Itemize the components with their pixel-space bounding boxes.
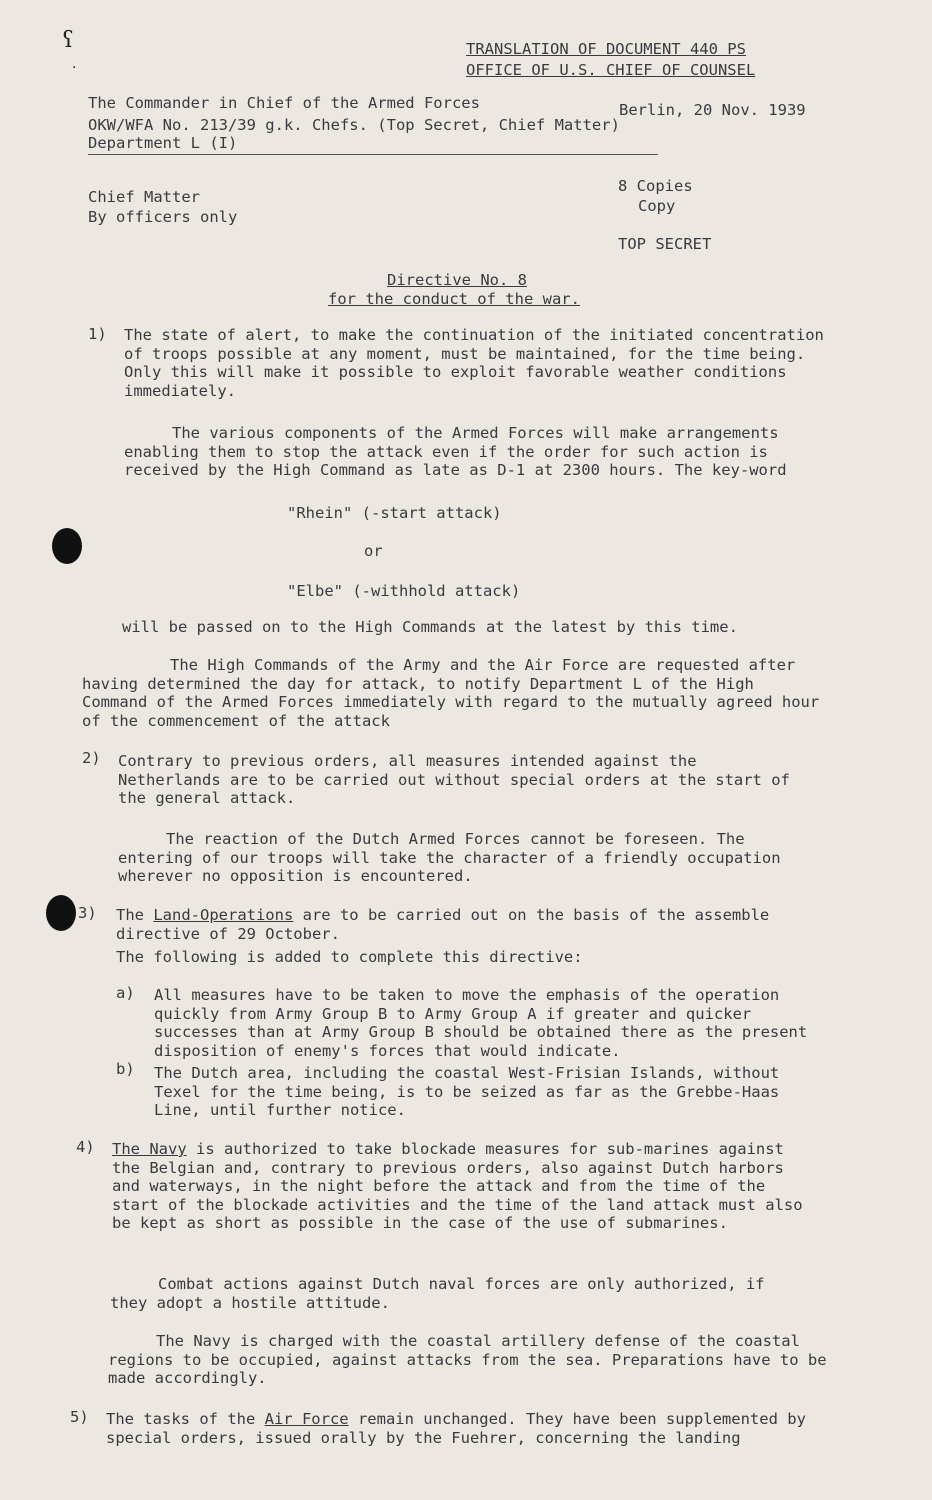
section-4-text: The Navy is authorized to take blockade measures for sub-marines against the Belgian and, contrary to previous orders, also against Dutch harbors and waterways, in the night before the attack and from the time of the start of the blockade activities and the time of the land attack must also be kept as short as possible in the case of the use of submarines. [112,1140,803,1232]
section-3-text: The Land-Operations are to be carried out on the basis of the assemble directive of 29 October. [116,906,770,943]
office-header: OFFICE OF U.S. CHIEF OF COUNSEL [466,61,756,79]
section-number: 4) [76,1138,95,1156]
chief-matter: Chief Matter [88,188,200,206]
section-5-text: The tasks of the Air Force remain unchanged. They have been supplemented by special orders, issued orally by the Fuehrer, concerning the landing [106,1410,806,1447]
section-1-text: The state of alert, to make the continuation of the initiated concentration of troops possible at any moment, must be maintained, for the time being. Only this will make it possible to exploit favorable weather conditions immediately. [124,326,824,400]
top-secret: TOP SECRET [618,235,712,253]
keyword-elbe: "Elbe" (-withhold attack) [287,582,521,600]
item-a-text: All measures have to be taken to move the emphasis of the operation quickly from Army Group B to Army Group A if greater and quicker successes than at Army Group B should be obtained there as the present disposition of enemy's forces that would indicate. [154,986,808,1060]
place-date: Berlin, 20 Nov. 1939 [619,101,806,119]
section-number: 2) [82,749,101,767]
keyword-rhein: "Rhein" (-start attack) [287,504,502,522]
translation-header: TRANSLATION OF DOCUMENT 440 PS [466,40,746,58]
divider [88,154,658,155]
section-number: 1) [88,325,107,343]
copy-label: Copy [638,197,676,215]
section-4-paragraph-3: The Navy is charged with the coastal artillery defense of the coastal regions to be occupied, against attacks from the sea. Preparations have to be made accordingly. [108,1332,827,1387]
item-a-number: a) [116,984,135,1002]
section-2-paragraph-2: The reaction of the Dutch Armed Forces cannot be foreseen. The entering of our troops will take the character of a friendly occupation wherever no opposition is encountered. [118,830,781,885]
section-3-follow: The following is added to complete this directive: [116,948,583,966]
margin-mark: ʕ [62,28,74,53]
section-number: 3) [78,904,97,922]
reference-number: OKW/WFA No. 213/39 g.k. Chefs. (Top Secret, Chief Matter) [88,116,620,134]
officers-only: By officers only [88,208,238,226]
department: Department L (I) [88,134,238,152]
directive-title: Directive No. 8 [387,271,527,289]
section-number: 5) [70,1408,89,1426]
item-b-text: The Dutch area, including the coastal West-Frisian Islands, without Texel for the time being, is to be seized as far as the Grebbe-Haas Line, until further notice. [154,1064,780,1119]
section-4-paragraph-2: Combat actions against Dutch naval forces are only authorized, if they adopt a hostile attitude. [110,1275,765,1312]
section-2-text: Contrary to previous orders, all measures intended against the Netherlands are to be carried out without special orders at the start of the general attack. [118,752,790,807]
section-1-paragraph-2: The various components of the Armed Forces will make arrangements enabling them to stop the attack even if the order for such action is received by the High Command as late as D-1 at 2300 hours. The key-word [124,424,787,479]
sender-line: The Commander in Chief of the Armed Forces [88,94,480,112]
keyword-or: or [364,542,383,560]
keyword-passed: will be passed on to the High Commands at the latest by this time. [122,618,738,636]
punch-hole [46,895,76,931]
directive-subtitle: for the conduct of the war. [328,290,580,308]
punch-hole [52,528,82,564]
section-1-paragraph-3: The High Commands of the Army and the Air Force are requested after having determined the day for attack, to notify Department L of the High Command of the Armed Forces immediately with regard to the mutually agreed hour of the commencement of the attack [82,656,820,730]
margin-mark: · [72,60,77,76]
copies-count: 8 Copies [618,177,693,195]
item-b-number: b) [116,1060,135,1078]
